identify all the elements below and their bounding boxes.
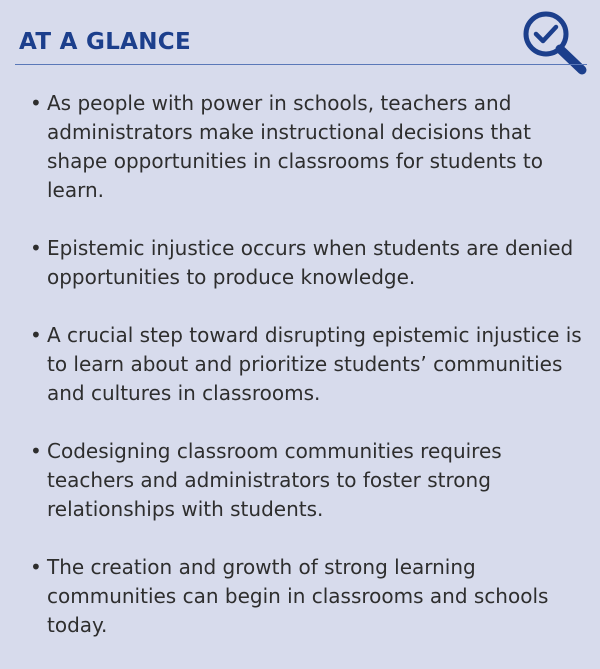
section-title: AT A GLANCE xyxy=(19,29,191,55)
bullet-text: As people with power in schools, teachers and administrators make instructional decisions that shape opportunities in classrooms for students to learn. xyxy=(47,91,543,202)
list-item xyxy=(28,89,588,205)
title-divider xyxy=(15,64,587,65)
bullet-list xyxy=(28,89,588,669)
bullet-text: A crucial step toward disrupting epistemic injustice is to learn about and prioritize students’ communities and cultures in classrooms. xyxy=(47,323,582,405)
bullet-marker: • xyxy=(30,555,42,579)
magnifier-check-icon xyxy=(519,7,591,77)
bullet-marker: • xyxy=(30,236,42,260)
list-item xyxy=(28,234,588,292)
bullet-marker: • xyxy=(30,323,42,347)
list-item xyxy=(28,321,588,408)
list-item xyxy=(28,553,588,640)
bullet-text: The creation and growth of strong learning communities can begin in classrooms and schools today. xyxy=(47,555,549,637)
bullet-text: Codesigning classroom communities requires teachers and administrators to foster strong relationships with students. xyxy=(47,439,502,521)
bullet-marker: • xyxy=(30,91,42,115)
bullet-marker: • xyxy=(30,439,42,463)
bullet-text: Epistemic injustice occurs when students are denied opportunities to produce knowledge. xyxy=(47,236,574,289)
list-item xyxy=(28,437,588,524)
